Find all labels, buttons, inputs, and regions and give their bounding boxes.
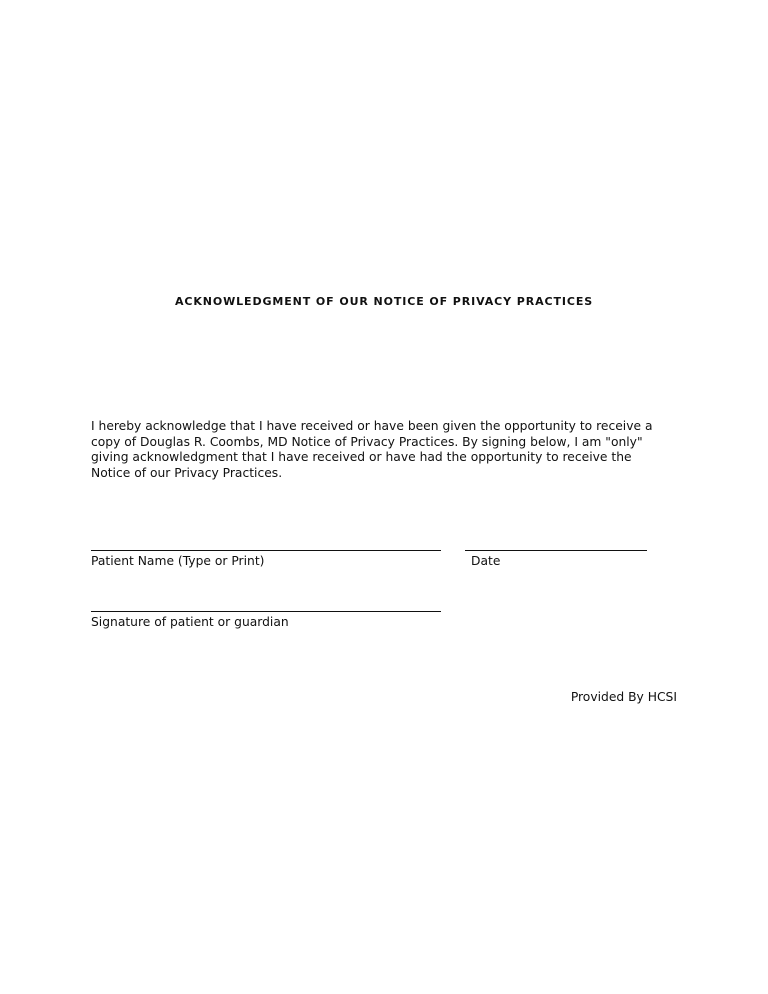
date-line[interactable] bbox=[465, 550, 647, 551]
acknowledgment-paragraph bbox=[91, 419, 681, 481]
patient-name-label: Patient Name (Type or Print) bbox=[91, 554, 265, 568]
paragraph-line: giving acknowledgment that I have received or have had the opportunity to receive the bbox=[91, 450, 632, 464]
paragraph-line: copy of Douglas R. Coombs, MD Notice of Privacy Practices. By signing below, I am "only" bbox=[91, 434, 643, 449]
patient-name-line[interactable] bbox=[91, 550, 441, 551]
date-label: Date bbox=[471, 554, 501, 568]
signature-line[interactable] bbox=[91, 611, 441, 612]
paragraph-line: I hereby acknowledge that I have received or have been given the opportunity to receive a bbox=[91, 419, 653, 433]
provided-by-footer: Provided By HCSI bbox=[570, 690, 677, 704]
paragraph-line: Notice of our Privacy Practices. bbox=[91, 465, 283, 480]
document-title: ACKNOWLEDGMENT OF OUR NOTICE OF PRIVACY PRACTICES bbox=[174, 295, 594, 308]
signature-label: Signature of patient or guardian bbox=[91, 615, 289, 629]
